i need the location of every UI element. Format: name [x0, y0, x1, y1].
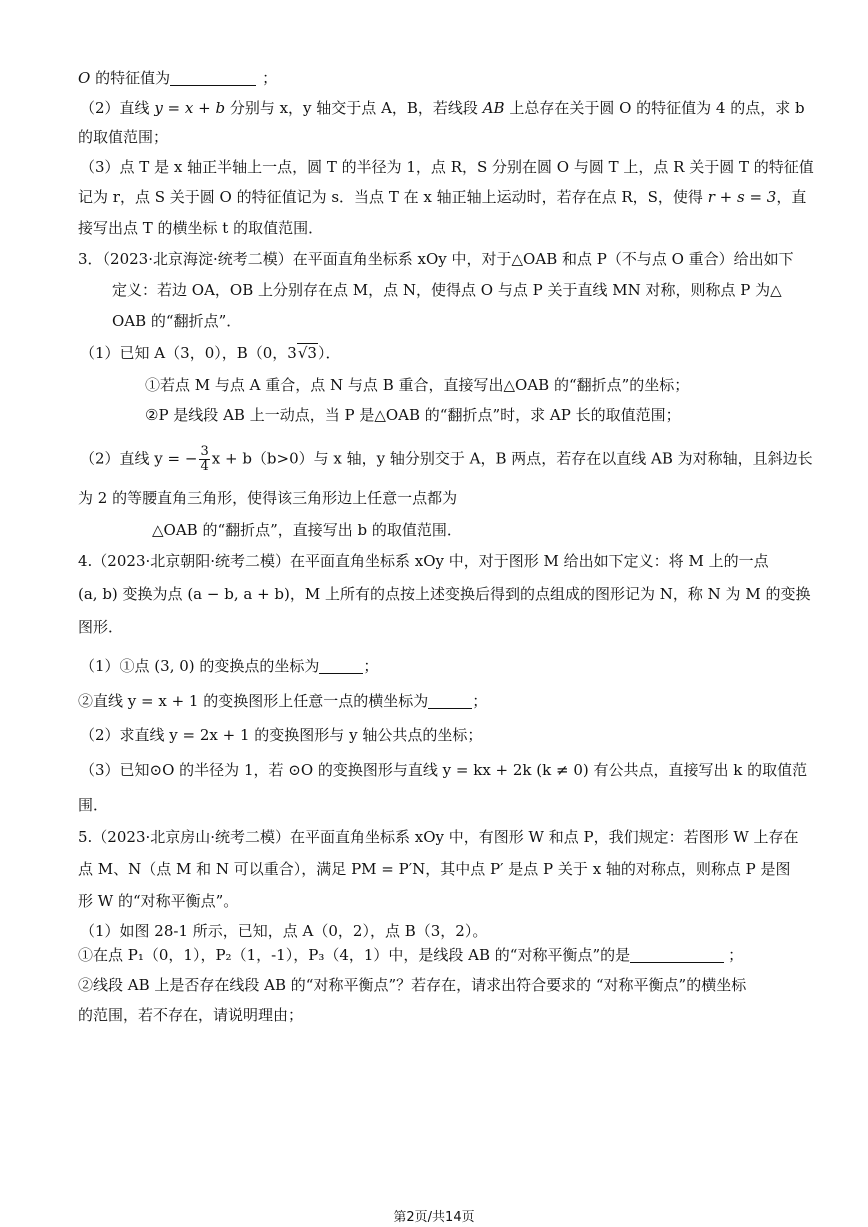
line-6: 接写出点 T 的横坐标 t 的取值范围． — [78, 219, 324, 237]
line-26: 形 W 的“对称平衡点”。 — [78, 892, 239, 910]
line-3: 的取值范围； — [78, 128, 169, 146]
line-12: ②P 是线段 AB 上一动点，当 P 是△OAB 的“翻折点”时，求 AP 长的取值范围； — [145, 406, 681, 424]
line-17: (a, b) 变换为点 (a − b, a + b)，M 上所有的点按上述变换后得到的点组成的图形记为 N，称 N 为 M 的变换 — [78, 585, 811, 603]
line-4: （3）点 T 是 x 轴正半轴上一点，圆 T 的半径为 1，点 R，S 分别在圆 O 与圆 T 上，点 R 关于圆 T 的特征值 — [80, 158, 814, 176]
answer-blank — [319, 657, 363, 674]
line-27: （1）如图 28-1 所示，已知，点 A（0，2），点 B（3，2）。 — [80, 922, 488, 940]
problem-4-heading: 4.（2023·北京朝阳·统考二模）在平面直角坐标系 xOy 中，对于图形 M 给出如下定义：将 M 上的一点 — [78, 552, 769, 570]
answer-blank — [428, 692, 472, 709]
line-8: 定义：若边 OA，OB 上分别存在点 M，点 N，使得点 O 与点 P 关于直线 MN 对称，则称点 P 为△ — [112, 281, 782, 299]
line-13: （2）直线 y = − $\frac{3}{4}$ x + b（b>0）与 x 轴，y 轴分别交于 A，B 两点，若存在以直线 AB 为对称轴，且斜边长 — [80, 444, 813, 474]
line-23: 围． — [78, 796, 109, 814]
line-2: （2）直线 y = x + b 分别与 x，y 轴交于点 A，B，若线段 AB 上总存在关于圆 O 的特征值为 4 的点，求 b — [80, 99, 805, 117]
answer-blank — [170, 69, 256, 86]
line-22: （3）已知⊙O 的半径为 1，若 ⊙O 的变换图形与直线 y = kx + 2k (k ≠ 0) 有公共点，直接写出 k 的取值范 — [80, 761, 808, 779]
line-21: （2）求直线 y = 2x + 1 的变换图形与 y 轴公共点的坐标； — [80, 726, 483, 744]
line-10: （1）已知 A（3，0），B（0，3√3）． — [80, 344, 341, 362]
fraction: $\frac{3}{4}$ — [200, 444, 209, 474]
line-5: 记为 r，点 S 关于圆 O 的特征值记为 s．当点 T 在 x 轴正轴上运动时，若存在点 R，S，使得 r + s = 3，直 — [78, 188, 807, 206]
line-9: OAB 的“翻折点”． — [112, 312, 242, 330]
sqrt-symbol: √3 — [297, 344, 317, 362]
problem-5-heading: 5.（2023·北京房山·统考二模）在平面直角坐标系 xOy 中，有图形 W 和点 P，我们规定：若图形 W 上存在 — [78, 828, 799, 846]
line-28: ①在点 P₁（0，1），P₂（1，-1），P₃（4，1）中，是线段 AB 的“对称平衡点”的是 ； — [78, 946, 744, 964]
line-18: 图形． — [78, 618, 124, 636]
line-25: 点 M、N（点 M 和 N 可以重合），满足 PM = P′N，其中点 P′ 是点 P 关于 x 轴的对称点，则称点 P 是图 — [78, 860, 791, 878]
line-11: ①若点 M 与点 A 重合，点 N 与点 B 重合，直接写出△OAB 的“翻折点”的坐标； — [145, 376, 690, 394]
line-20: ②直线 y = x + 1 的变换图形上任意一点的横坐标为 ； — [78, 692, 488, 710]
problem-3-heading: 3．（2023·北京海淀·统考二模）在平面直角坐标系 xOy 中，对于△OAB 和点 P（不与点 O 重合）给出如下 — [78, 250, 794, 268]
line-14: 为 2 的等腰直角三角形，使得该三角形边上任意一点都为 — [78, 489, 458, 507]
line-29: ②线段 AB 上是否存在线段 AB 的“对称平衡点”？若存在，请求出符合要求的 “对称平衡点”的横坐标 — [78, 976, 747, 994]
line-19: （1）①点 (3, 0) 的变换点的坐标为 ； — [80, 657, 379, 675]
line-1: O 的特征值为 ； — [78, 69, 278, 87]
answer-blank — [630, 946, 724, 963]
line-15: △OAB 的“翻折点”，直接写出 b 的取值范围． — [152, 521, 462, 539]
page-number: 第2页/共14页 — [393, 1210, 475, 1225]
line-30: 的范围，若不存在，请说明理由； — [78, 1006, 304, 1024]
